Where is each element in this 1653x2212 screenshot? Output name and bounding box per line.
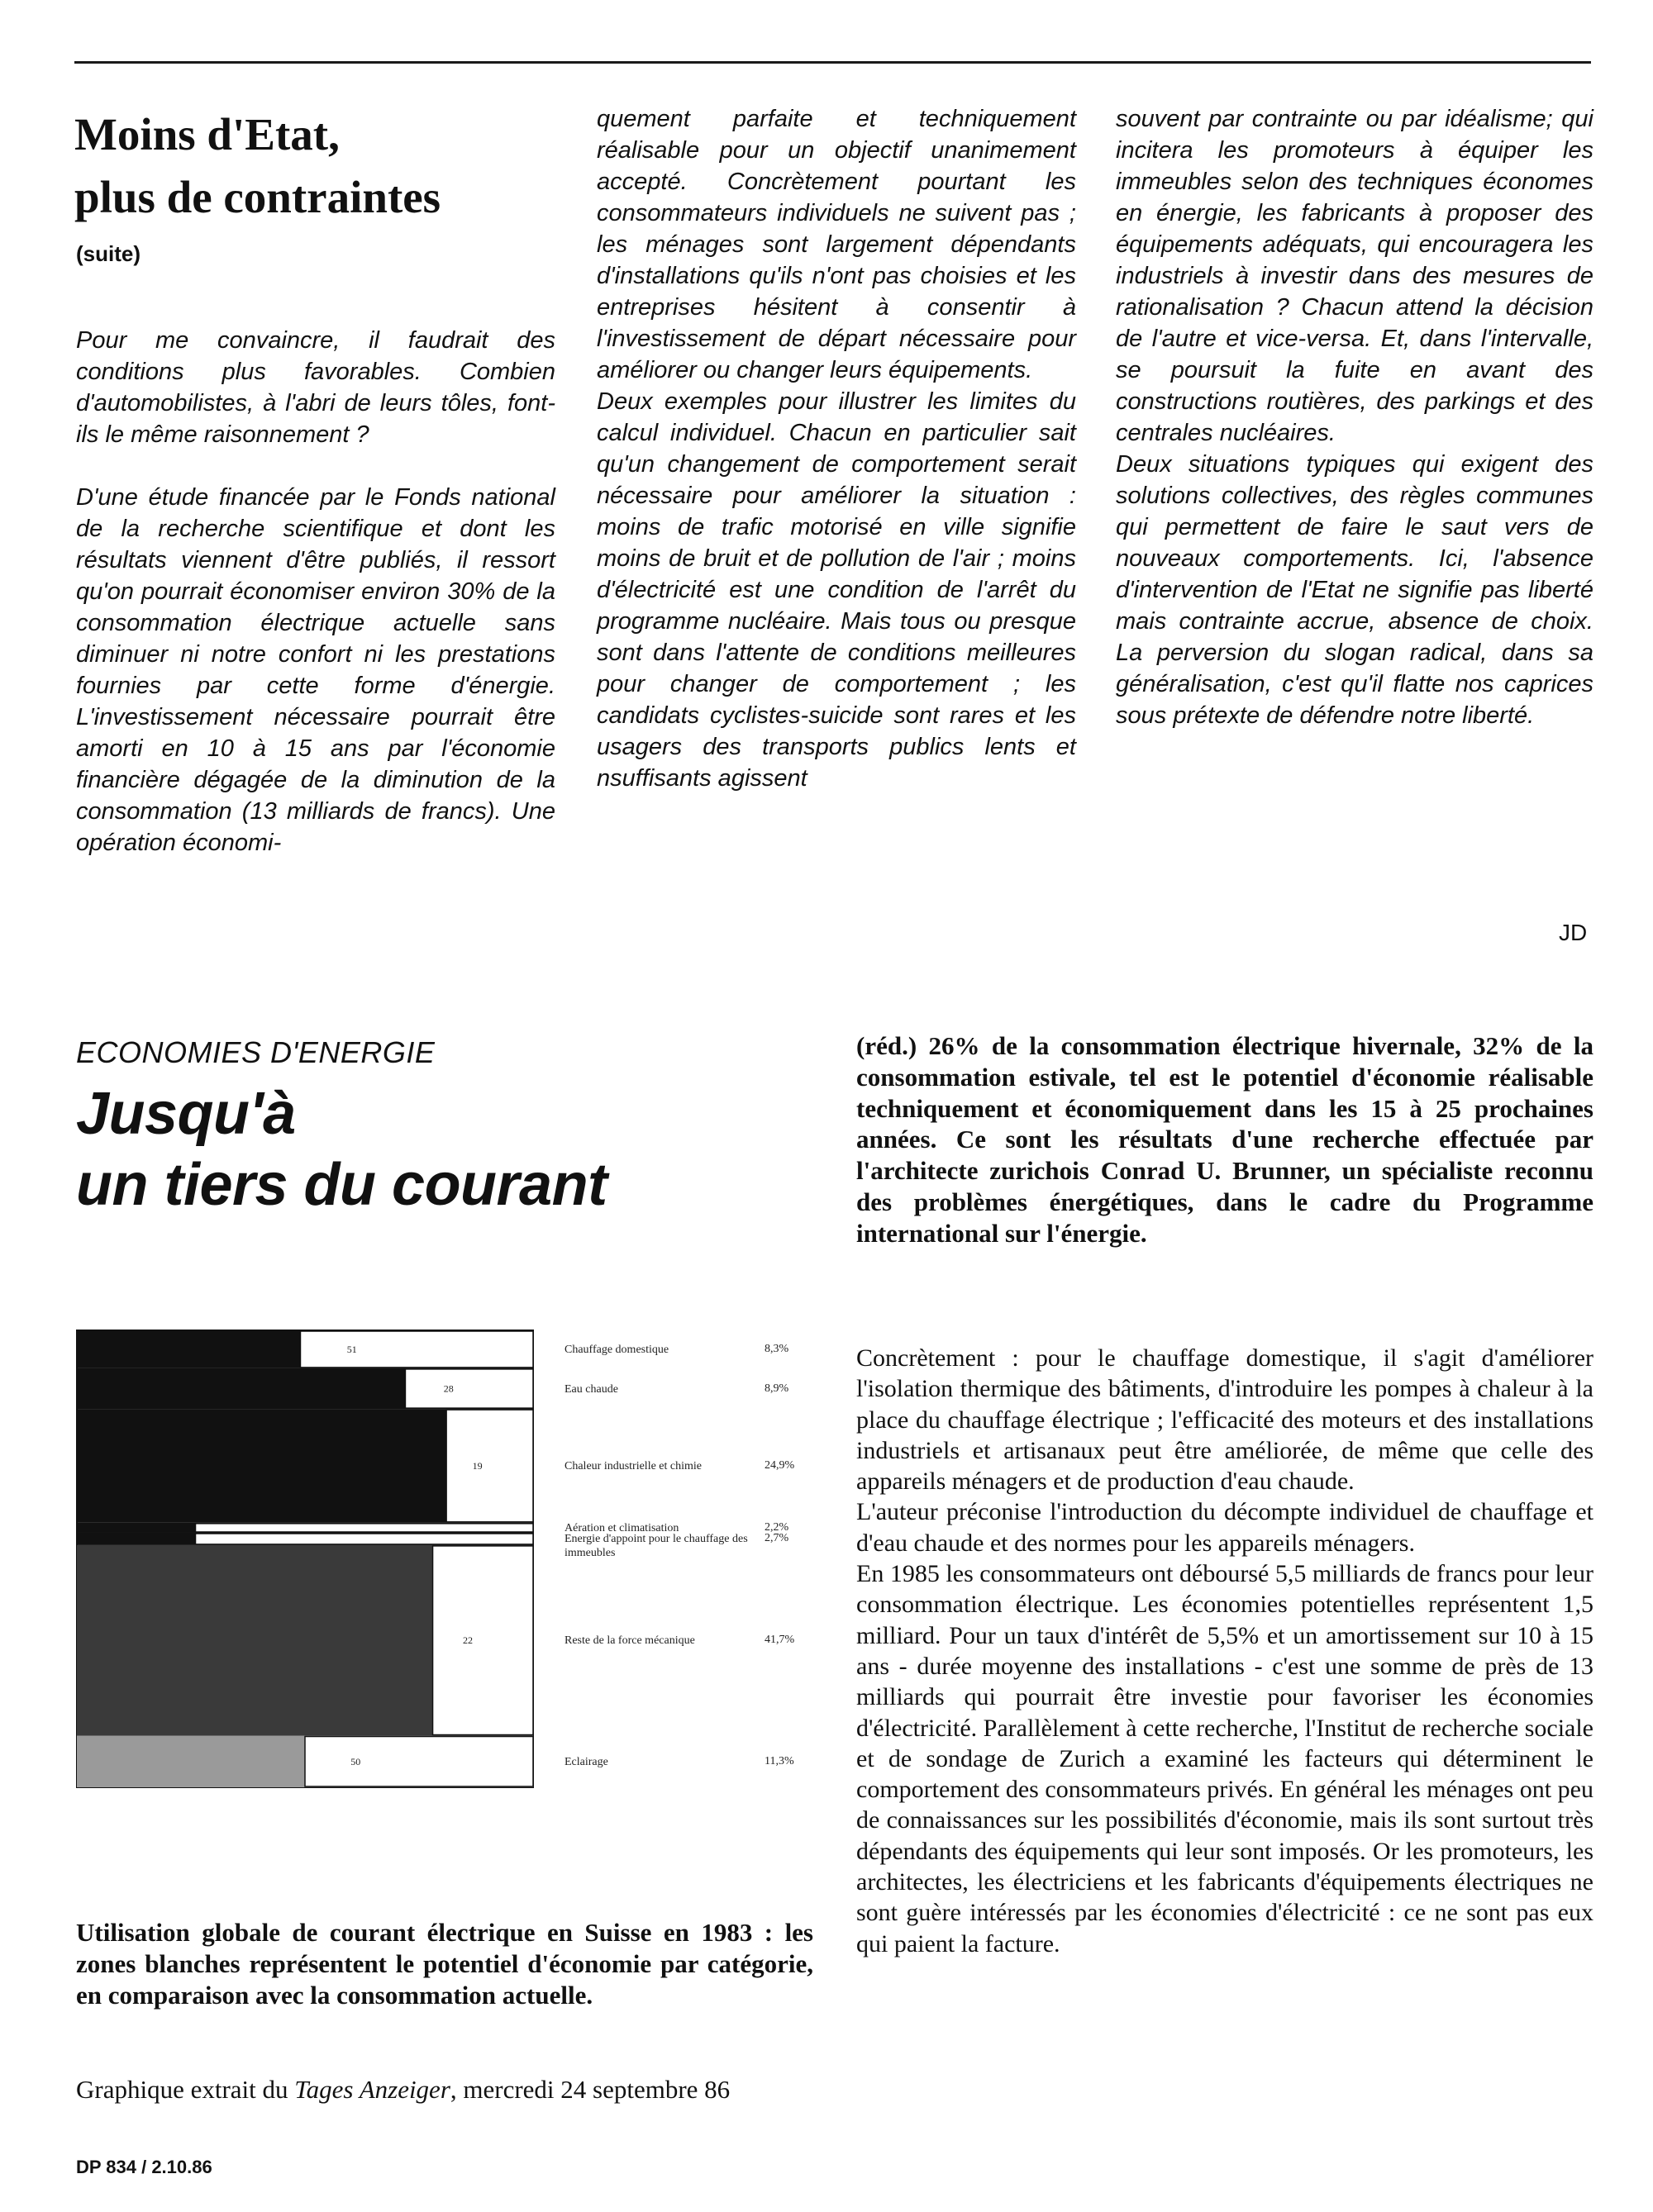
title-line-1: Moins d'Etat, xyxy=(74,109,340,159)
saving-segment xyxy=(433,1546,533,1735)
chart-caption: Utilisation globale de courant électrique en Suisse en 1983 : les zones blanches représentent le potentiel d'économie par catégorie, en comparaison avec la consommation actuelle. xyxy=(76,1918,813,2010)
article-body xyxy=(856,1343,1593,1959)
paragraph: Concrètement : pour le chauffage domestique, il s'agit d'améliorer l'isolation thermique des bâtiments, d'introduire les pompes à chaleur à la place du chauffage électrique ; l'efficacité des moteurs et des installations industriels et artisanaux peut être améliorée, de même que celle des appareils ménagers et de production d'eau chaude. xyxy=(856,1344,1593,1496)
title-line-1: Jusqu'à xyxy=(76,1081,296,1147)
paragraph: L'auteur préconise l'introduction du décompte individuel de chauffage et d'eau chaude et des normes pour les appareils ménagers. xyxy=(856,1498,1593,1557)
saving-label: 51 xyxy=(346,1343,357,1355)
saving-label: 28 xyxy=(443,1382,454,1395)
article-title xyxy=(74,103,441,229)
electricity-chart xyxy=(74,1326,835,1793)
saving-segment xyxy=(196,1524,533,1532)
title-line-2: plus de contraintes xyxy=(74,172,441,222)
top-rule xyxy=(74,61,1591,64)
paragraph: Pour me convaincre, il faudrait des conditions plus favorables. Combien d'automobilistes, à l'abri de leurs tôles, font-ils le même raisonnement ? xyxy=(76,327,555,448)
saving-segment xyxy=(300,1331,533,1368)
chart-credit xyxy=(76,2074,813,2105)
column-3 xyxy=(1116,103,1593,731)
legend-category: Aération et climatisation xyxy=(564,1521,679,1534)
saving-segment xyxy=(405,1369,533,1408)
paragraph: souvent par contrainte ou par idéalisme; qui incitera les promoteurs à équiper les immeubles selon des techniques économes en énergie, les fabricants à proposer des équipements adéquats, qui encouragera les industriels à investir dans des mesures de rationalisation ? Chacun attend la décision de l'autre et vice-versa. Et, dans l'intervalle, se poursuit la fuite en avant des constructions routières, des parkings et des centrales nucléaires. xyxy=(1116,106,1593,446)
credit-source: Tages Anzeiger xyxy=(294,2075,450,2104)
saving-segment xyxy=(446,1410,533,1522)
legend-category: Eau chaude xyxy=(564,1382,618,1396)
paragraph: En 1985 les consommateurs ont déboursé 5,5 milliards de francs pour leur consommation électrique. Les économies potentielles représentent 1,5 milliard. Pour un taux d'intérêt de 5,5% et un amortissement sur 10 à 15 ans - durée moyenne des installations - c'est une somme de près de 13 milliards qui pourrait être investie pour favoriser les économies d'électricité. Parallèlement à cette recherche, l'Institut de recherche sociale et de sondage de Zurich a examiné les facteurs qui déterminent le comportement des consommateurs privés. En général les ménages ont peu de connaissances sur les possibilités d'économie, mais ils sont surtout très dépendants des équipements qui leur sont imposés. Or les promoteurs, les architectes, les électriciens et les fabricants d'équipements électriques ne sont guère intéressés par les économies d'électricité : ce ne sont pas eux qui paient la facture. xyxy=(856,1560,1593,1958)
legend-category: Reste de la force mécanique xyxy=(564,1634,695,1648)
credit-text: , mercredi 24 septembre 86 xyxy=(450,2075,731,2104)
legend-share: 41,7% xyxy=(765,1634,795,1647)
paragraph: Deux situations typiques qui exigent des solutions collectives, des règles communes qui permettent de faire le saut vers de nouveaux comportements. Ici, l'absence d'intervention de l'Etat ne signifie pas liberté mais contrainte accrue, absence de choix. La perversion du slogan radical, dans sa généralisation, c'est qu'il flatte nos caprices sous prétexte de défendre notre liberté. xyxy=(1116,451,1593,729)
legend-category: Eclairage xyxy=(564,1755,608,1768)
title-line-2: un tiers du courant xyxy=(76,1152,607,1218)
legend-share: 2,2% xyxy=(765,1520,789,1534)
legend-share: 8,3% xyxy=(765,1342,789,1355)
legend-category: Energie d'appoint pour le chauffage des immeubles xyxy=(564,1533,748,1560)
paragraph: quement parfaite et techniquement réalisable pour un objectif unanimement accepté. Concrètement pourtant les consommateurs individuels ne suivent pas ; les ménages sont largement dépendants d'installations qu'ils n'ont pas choisies et les entreprises hésitent à consentir à l'investissement de départ nécessaire pour améliorer ou changer leurs équipements. xyxy=(597,106,1076,383)
legend-category: Chaleur industrielle et chimie xyxy=(564,1459,703,1472)
legend-share: 2,7% xyxy=(765,1532,789,1545)
column-2 xyxy=(597,103,1076,794)
article-lead: (réd.) 26% de la consommation électrique hivernale, 32% de la consommation estivale, tel est le potentiel d'économie réalisable techniquement et économiquement dans les 15 à 25 prochaines années. Ce sont les résultats d'une recherche effectuée par l'architecte zurichois Conrad U. Brunner, un spécialiste reconnu des problèmes énergétiques, dans le cadre du Programme international sur l'énergie. xyxy=(856,1031,1593,1248)
saving-label: 22 xyxy=(462,1634,473,1647)
legend-share: 11,3% xyxy=(765,1754,794,1767)
saving-segment xyxy=(196,1534,533,1544)
legend-share: 24,9% xyxy=(765,1458,795,1472)
article-subtitle: (suite) xyxy=(76,241,141,266)
footer-reference: DP 834 / 2.10.86 xyxy=(76,2157,212,2177)
legend-share: 8,9% xyxy=(765,1382,789,1395)
paragraph: Deux exemples pour illustrer les limites du calcul individuel. Chacun en particulier sait qu'un changement de comportement serait nécessaire pour améliorer la situation : moins de trafic motorisé en ville signifie moins de bruit et de pollution de l'air ; moins d'électricité est une condition de l'arrêt du programme nucléaire. Mais tous ou presque sont dans l'attente de conditions meilleures pour changer de comportement ; les candidats cyclistes-suicide sont rares et les usagers des transports publics lents et nsuffisants agissent xyxy=(597,388,1076,792)
column-1 xyxy=(76,325,555,859)
saving-segment xyxy=(305,1737,533,1786)
paragraph: D'une étude financée par le Fonds national de la recherche scientifique et dont les résultats viennent d'être publiés, il ressort qu'on pourrait économiser environ 30% de la consommation électrique actuelle sans diminuer ni notre confort ni les prestations fournies par cette forme d'énergie. L'investissement nécessaire pourrait être amorti en 10 à 15 ans par l'économie financière dégagée de la diminution de la consommation (13 milliards de francs). Une opération économi- xyxy=(76,484,555,856)
author-signature: JD xyxy=(1559,920,1588,945)
article-title-2 xyxy=(76,1078,607,1220)
saving-label: 50 xyxy=(350,1755,361,1767)
saving-label: 19 xyxy=(472,1459,483,1472)
legend-category: Chauffage domestique xyxy=(564,1343,669,1356)
section-kicker: ECONOMIES D'ENERGIE xyxy=(76,1035,436,1069)
credit-text: Graphique extrait du xyxy=(76,2075,295,2104)
